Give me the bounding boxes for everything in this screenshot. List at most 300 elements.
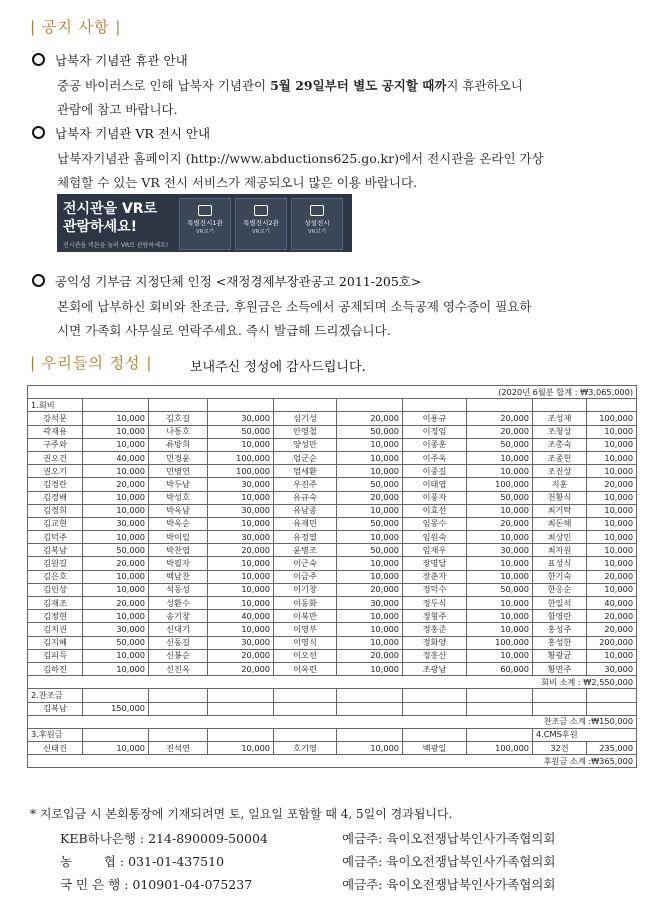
- donor-name: 32건: [533, 742, 587, 755]
- donation-amount: 30,000: [83, 623, 149, 636]
- empty-cell: [337, 689, 403, 702]
- donation-amount: 10,000: [467, 623, 533, 636]
- donor-name: 최돈해: [533, 517, 587, 530]
- empty-cell: [533, 689, 587, 702]
- donor-name: 신태건: [28, 742, 83, 755]
- donor-name: 이금주: [274, 570, 337, 583]
- donor-name: 이태엽: [403, 478, 467, 491]
- donor-name: 유규숙: [274, 491, 337, 504]
- donor-name: 이정임: [403, 425, 467, 438]
- giro-note: * 지로입금 시 본회통장에 기재되려면 토, 일요일 포함할 때 4, 5일이 경과됩니다.: [30, 807, 453, 821]
- donor-name: 황면주: [533, 662, 587, 675]
- donation-amount: 10,000: [587, 517, 637, 530]
- donor-name: 최기탁: [533, 504, 587, 517]
- vr-button-sub: VR보기: [251, 229, 271, 235]
- table-row: [28, 544, 637, 557]
- donation-amount: 10,000: [337, 623, 403, 636]
- donor-name: 김경배: [28, 491, 83, 504]
- donation-amount: 10,000: [587, 583, 637, 596]
- donation-amount: 10,000: [587, 544, 637, 557]
- donation-amount: 30,000: [587, 662, 637, 675]
- donation-amount: 10,000: [83, 438, 149, 451]
- account-holder-3: 예금주: 육이오전쟁납북인사가족협의회: [342, 877, 556, 892]
- vr-camera-icon: [198, 205, 212, 216]
- donation-amount: 10,000: [337, 610, 403, 623]
- donor-name: 안영철: [274, 425, 337, 438]
- donation-amount: 50,000: [337, 517, 403, 530]
- table-row: [28, 425, 637, 438]
- empty-cell: [403, 399, 467, 412]
- donor-name: 이중길: [403, 465, 467, 478]
- donor-name: 박두남: [149, 478, 208, 491]
- donor-name: 홍성주: [533, 623, 587, 636]
- account-holder-2: 예금주: 육이오전쟁납북인사가족협의회: [342, 854, 556, 869]
- donor-name: 박성호: [149, 491, 208, 504]
- empty-cell: [149, 702, 208, 715]
- donation-amount: 50,000: [337, 425, 403, 438]
- bank-account-3: 국 민 은 행 : 010901-04-075237: [60, 877, 253, 892]
- donation-amount: 10,000: [587, 438, 637, 451]
- donor-name: 조청상: [533, 425, 587, 438]
- donor-name: 정두식: [403, 597, 467, 610]
- vr-banner-text: [63, 200, 168, 249]
- donor-name: 박찬엽: [149, 544, 208, 557]
- sponsor-subtotal-row: [28, 715, 637, 728]
- donation-amount: 30,000: [83, 517, 149, 530]
- membership-subtotal-row: [28, 676, 637, 689]
- table-row: [28, 465, 637, 478]
- donor-name: 임원숙: [403, 531, 467, 544]
- vr-title-line-1: 전시관을 VR로: [63, 201, 158, 217]
- notice-item-2-line-1: 납북자기념관 홈페이지 (http://www.abductions625.go.kr)에서 전시관을 온라인 가상: [57, 151, 544, 166]
- donation-amount: 20,000: [337, 649, 403, 662]
- empty-cell: [587, 689, 637, 702]
- donor-name: 김지권: [28, 623, 83, 636]
- donor-name: 엄세환: [274, 465, 337, 478]
- empty-cell: [83, 689, 149, 702]
- donor-name: 류방희: [149, 438, 208, 451]
- donor-name: 이용규: [403, 412, 467, 425]
- donation-amount: 50,000: [467, 491, 533, 504]
- empty-cell: [403, 689, 467, 702]
- donor-name: 지훈: [533, 478, 587, 491]
- empty-cell: [208, 728, 274, 741]
- empty-cell: [274, 702, 337, 715]
- donation-amount: 10,000: [208, 557, 274, 570]
- donation-amount: 10,000: [467, 649, 533, 662]
- donor-name: 정화양: [403, 636, 467, 649]
- donor-name: 김하진: [28, 662, 83, 675]
- donor-name: 김교현: [28, 517, 83, 530]
- donor-name: 석동성: [149, 583, 208, 596]
- table-row: [28, 597, 637, 610]
- donor-name: 이효선: [403, 504, 467, 517]
- empty-cell: [533, 399, 587, 412]
- donor-name: 정홍준: [403, 623, 467, 636]
- empty-cell: [274, 689, 337, 702]
- donor-name: 송기창: [149, 610, 208, 623]
- table-row: [28, 636, 637, 649]
- donation-amount: 10,000: [337, 438, 403, 451]
- donation-amount: 20,000: [208, 649, 274, 662]
- vr-exhibition-banner[interactable]: [57, 194, 352, 252]
- donation-amount: 10,000: [208, 438, 274, 451]
- notice-item-1-title: 납북자 기념관 휴관 안내: [55, 53, 188, 68]
- donation-amount: 30,000: [208, 636, 274, 649]
- donation-amount: 10,000: [83, 412, 149, 425]
- empty-cell: [337, 702, 403, 715]
- sponsor-header-row: [28, 689, 637, 702]
- donor-name: 진석연: [149, 742, 208, 755]
- empty-cell: [208, 399, 274, 412]
- donor-name: 김지혜: [28, 636, 83, 649]
- account-holder-1: 예금주: 육이오전쟁납북인사가족협의회: [342, 831, 556, 846]
- donor-name: 양성만: [274, 438, 337, 451]
- donation-amount: 10,000: [467, 531, 533, 544]
- donation-amount: 100,000: [467, 478, 533, 491]
- sponsor-subtotal: 찬조금 소계 :₩150,000: [28, 715, 637, 728]
- notice-item-1-line-2: 관람에 참고 바랍니다.: [57, 102, 178, 117]
- donation-amount: 30,000: [467, 544, 533, 557]
- table-row: [28, 478, 637, 491]
- donation-amount: 10,000: [208, 597, 274, 610]
- donor-name: 김피득: [28, 649, 83, 662]
- donation-amount: 10,000: [337, 570, 403, 583]
- table-row: [28, 517, 637, 530]
- empty-cell: [467, 702, 533, 715]
- donor-name: 정덕수: [403, 583, 467, 596]
- donation-amount: 40,000: [208, 610, 274, 623]
- donation-amount: 20,000: [208, 662, 274, 675]
- notice-item-3-line-1: 본회에 납부하신 회비와 찬조금, 후원금은 소득에서 공제되며 소득공제 영수증이 필요하: [57, 299, 532, 314]
- donation-amount: 10,000: [208, 491, 274, 504]
- donation-amount: 10,000: [83, 649, 149, 662]
- donor-name: 한일석: [533, 597, 587, 610]
- donor-name: 강석문: [28, 412, 83, 425]
- empty-cell: [83, 399, 149, 412]
- empty-cell: [587, 702, 637, 715]
- donation-amount: 20,000: [587, 610, 637, 623]
- donation-amount: 30,000: [208, 412, 274, 425]
- donor-name: 김경란: [28, 478, 83, 491]
- table-row: [28, 610, 637, 623]
- support-header-row: [28, 728, 637, 741]
- donations-table: [27, 385, 637, 768]
- donation-amount: 100,000: [467, 742, 533, 755]
- table-row: [28, 623, 637, 636]
- donor-name: 이북만: [274, 610, 337, 623]
- cms-label: 4.CMS후원: [533, 728, 637, 741]
- donation-amount: 10,000: [208, 583, 274, 596]
- notice-heading: | 공지 사항 |: [30, 18, 122, 36]
- donor-name: 이종훈: [403, 438, 467, 451]
- donation-amount: 20,000: [83, 597, 149, 610]
- donor-name: 박옥남: [149, 504, 208, 517]
- bank-account-2: 농 협 : 031-01-437510: [60, 854, 225, 869]
- vr-permanent-hall-button[interactable]: [291, 198, 343, 250]
- donation-amount: 100,000: [467, 636, 533, 649]
- donation-amount: 10,000: [337, 451, 403, 464]
- donor-name: 성환수: [149, 597, 208, 610]
- donor-name: 곽재용: [28, 425, 83, 438]
- donor-name: 신대기: [149, 623, 208, 636]
- donor-name: 유재민: [274, 517, 337, 530]
- donation-amount: 10,000: [337, 504, 403, 517]
- donor-name: 김재조: [28, 597, 83, 610]
- donor-name: 심기성: [274, 412, 337, 425]
- donor-name: 이오선: [274, 649, 337, 662]
- donation-amount: 10,000: [83, 531, 149, 544]
- sponsor-row: [28, 702, 637, 715]
- vr-camera-icon: [254, 205, 268, 216]
- donations-heading-text: 우리들의 정성: [41, 354, 141, 372]
- donation-amount: 20,000: [467, 425, 533, 438]
- bullet-circle-icon: [32, 274, 45, 287]
- vr-button-label: 특별전시1관: [187, 219, 223, 227]
- donation-amount: 40,000: [83, 451, 149, 464]
- donor-name: 권오기: [28, 465, 83, 478]
- bullet-circle-icon: [32, 126, 45, 139]
- donation-amount: 10,000: [83, 425, 149, 438]
- donation-amount: 20,000: [337, 412, 403, 425]
- table-row: [28, 649, 637, 662]
- donor-name: 김덕주: [28, 531, 83, 544]
- bank-account-1: KEB하나은행 : 214-890009-50004: [60, 831, 268, 846]
- donor-name: 황광균: [533, 649, 587, 662]
- sponsor-label: 2.찬조금: [28, 689, 83, 702]
- donations-thanks: 보내주신 정성에 감사드립니다.: [190, 360, 366, 375]
- donation-amount: 10,000: [337, 531, 403, 544]
- membership-subtotal: 회비 소계 : ₩2,550,000: [28, 676, 637, 689]
- donor-name: 신진옥: [149, 662, 208, 675]
- donation-amount: 50,000: [337, 544, 403, 557]
- table-row: [28, 504, 637, 517]
- empty-cell: [208, 689, 274, 702]
- empty-cell: [403, 702, 467, 715]
- donation-amount: 40,000: [587, 597, 637, 610]
- donor-name: 한응순: [533, 583, 587, 596]
- donor-name: 이주옥: [403, 451, 467, 464]
- donation-amount: 20,000: [467, 412, 533, 425]
- empty-cell: [337, 399, 403, 412]
- donor-name: 유정열: [274, 531, 337, 544]
- donation-amount: 50,000: [208, 425, 274, 438]
- table-row: [28, 412, 637, 425]
- donation-amount: 50,000: [83, 544, 149, 557]
- donation-amount: 30,000: [208, 478, 274, 491]
- notice-item-3: [32, 272, 421, 290]
- donor-name: 이영부: [274, 623, 337, 636]
- notice-heading-text: 공지 사항: [41, 18, 110, 36]
- donor-name: 최상민: [533, 531, 587, 544]
- donation-amount: 10,000: [337, 662, 403, 675]
- donor-name: 이근숙: [274, 557, 337, 570]
- donor-name: 백광일: [403, 742, 467, 755]
- donor-name: 이옥련: [274, 662, 337, 675]
- donation-amount: 10,000: [587, 465, 637, 478]
- donor-name: 조종헌: [533, 451, 587, 464]
- vr-title-line-2: 관람하세요!: [63, 219, 138, 235]
- donation-amount: 10,000: [587, 504, 637, 517]
- donor-name: 민병연: [149, 465, 208, 478]
- notice-item-3-line-2: 시면 가족회 사무실로 연락주세요. 즉시 발급해 드리겠습니다.: [57, 323, 391, 338]
- donation-amount: 10,000: [587, 649, 637, 662]
- donor-name: 최자원: [533, 544, 587, 557]
- donation-amount: 10,000: [467, 557, 533, 570]
- empty-cell: [149, 399, 208, 412]
- donation-amount: 10,000: [208, 517, 274, 530]
- support-subtotal-row: [28, 755, 637, 768]
- notice-item-1-line-1: [57, 76, 523, 94]
- donation-amount: 50,000: [467, 583, 533, 596]
- empty-cell: [467, 728, 533, 741]
- donor-name: 이풍자: [403, 491, 467, 504]
- donor-name: 엄군순: [274, 451, 337, 464]
- empty-cell: [208, 702, 274, 715]
- bullet-circle-icon: [32, 53, 45, 66]
- table-row: [28, 557, 637, 570]
- empty-cell: [403, 728, 467, 741]
- text-part: 지 휴관하오니: [446, 78, 523, 93]
- donation-amount: 50,000: [467, 438, 533, 451]
- donor-name: 정형주: [403, 610, 467, 623]
- donation-amount: 10,000: [587, 451, 637, 464]
- vr-button-label: 상설전시: [304, 219, 330, 227]
- notice-item-2-title: 납북자 기념관 VR 전시 안내: [55, 126, 211, 141]
- donation-amount: 10,000: [587, 557, 637, 570]
- donation-amount: 20,000: [83, 478, 149, 491]
- donor-name: 장춘자: [403, 570, 467, 583]
- donor-name: 민경윤: [149, 451, 208, 464]
- notice-item-1: [32, 51, 188, 69]
- empty-cell: [149, 728, 208, 741]
- donation-amount: 30,000: [208, 504, 274, 517]
- table-row: [28, 570, 637, 583]
- donor-name: 장명달: [403, 557, 467, 570]
- donation-amount: 10,000: [587, 491, 637, 504]
- empty-cell: [533, 702, 587, 715]
- donation-amount: 20,000: [208, 544, 274, 557]
- donation-amount: 10,000: [83, 504, 149, 517]
- donor-name: 김은호: [28, 570, 83, 583]
- donation-amount: 100,000: [208, 451, 274, 464]
- donation-amount: 10,000: [587, 425, 637, 438]
- donation-amount: 30,000: [208, 531, 274, 544]
- summary-row: [28, 386, 637, 399]
- donor-name: 박이일: [149, 531, 208, 544]
- vr-button-sub: VR보기: [307, 229, 327, 235]
- monthly-total: (2020년 6월분 합계 : ₩3,065,000): [28, 386, 637, 399]
- donor-name: 정흥산: [403, 649, 467, 662]
- donation-amount: 150,000: [83, 702, 149, 715]
- empty-cell: [149, 689, 208, 702]
- donation-amount: 20,000: [83, 557, 149, 570]
- donor-name: 표성식: [533, 557, 587, 570]
- membership-header-row: [28, 399, 637, 412]
- donation-amount: 10,000: [83, 662, 149, 675]
- text-part: 중공 바이러스로 인해 납북자 기념관이: [57, 78, 271, 93]
- donor-name: 호기영: [274, 742, 337, 755]
- donation-amount: 60,000: [467, 662, 533, 675]
- donor-name: 백남찬: [149, 570, 208, 583]
- donation-amount: 10,000: [83, 583, 149, 596]
- vr-special-hall-2-button[interactable]: [235, 198, 287, 250]
- donations-heading: | 우리들의 정성 |: [30, 354, 153, 372]
- donation-amount: 20,000: [467, 517, 533, 530]
- donation-amount: 20,000: [337, 583, 403, 596]
- empty-cell: [467, 689, 533, 702]
- donation-amount: 20,000: [587, 623, 637, 636]
- donation-amount: 50,000: [83, 636, 149, 649]
- notice-item-3-title: 공익성 기부금 지정단체 인정 <재정경제부장관공고 2011-205호>: [55, 274, 422, 289]
- notice-item-2-line-2: 체험할 수 있는 VR 전시 서비스가 제공되오니 많은 이용 바랍니다.: [57, 175, 418, 190]
- donation-amount: 10,000: [467, 504, 533, 517]
- donation-amount: 100,000: [208, 465, 274, 478]
- donation-amount: 10,000: [83, 742, 149, 755]
- donor-name: 이기창: [274, 583, 337, 596]
- table-row: [28, 491, 637, 504]
- donation-amount: 10,000: [83, 610, 149, 623]
- donation-amount: 10,000: [208, 623, 274, 636]
- donation-amount: 30,000: [337, 597, 403, 610]
- donation-amount: 10,000: [83, 465, 149, 478]
- table-row: [28, 531, 637, 544]
- vr-special-hall-1-button[interactable]: [179, 198, 231, 250]
- donor-name: 이영식: [274, 636, 337, 649]
- donation-amount: 10,000: [83, 491, 149, 504]
- membership-label: 1.회비: [28, 399, 83, 412]
- donor-name: 나통호: [149, 425, 208, 438]
- donation-amount: 10,000: [337, 557, 403, 570]
- notice-item-2: [32, 124, 210, 142]
- table-row: [28, 662, 637, 675]
- donation-amount: 10,000: [467, 465, 533, 478]
- donor-name: 박옥순: [149, 517, 208, 530]
- donation-amount: 100,000: [587, 412, 637, 425]
- donor-name: 윤병조: [274, 544, 337, 557]
- donor-name: 박필자: [149, 557, 208, 570]
- donor-name: 유남종: [274, 504, 337, 517]
- donor-name: 신봉순: [149, 649, 208, 662]
- donation-amount: 200,000: [587, 636, 637, 649]
- donation-amount: 10,000: [587, 531, 637, 544]
- highlight-date: 5월 29일부터 별도 공지할 때까: [270, 78, 447, 93]
- empty-cell: [337, 728, 403, 741]
- donor-name: 조성재: [533, 412, 587, 425]
- support-label: 3.후원금: [28, 728, 83, 741]
- table-row: [28, 451, 637, 464]
- donation-amount: 10,000: [208, 742, 274, 755]
- empty-cell: [587, 399, 637, 412]
- donation-amount: 10,000: [467, 570, 533, 583]
- empty-cell: [83, 728, 149, 741]
- donor-name: 김호길: [149, 412, 208, 425]
- vr-camera-icon: [310, 205, 324, 216]
- donor-name: 김원길: [28, 557, 83, 570]
- donor-name: 조광남: [403, 662, 467, 675]
- donor-name: 김인상: [28, 583, 83, 596]
- vr-button-sub: VR보기: [195, 229, 215, 235]
- donation-amount: 10,000: [467, 451, 533, 464]
- donation-amount: 10,000: [83, 570, 149, 583]
- donor-name: 천황식: [533, 491, 587, 504]
- donor-name: 우진주: [274, 478, 337, 491]
- vr-subtitle: 전시관을 버튼을 눌러 VR로 관람하세요!: [63, 242, 169, 249]
- donor-name: 김경희: [28, 504, 83, 517]
- vr-button-label: 특별전시2관: [243, 219, 279, 227]
- donation-amount: 20,000: [587, 478, 637, 491]
- donation-amount: 10,000: [337, 636, 403, 649]
